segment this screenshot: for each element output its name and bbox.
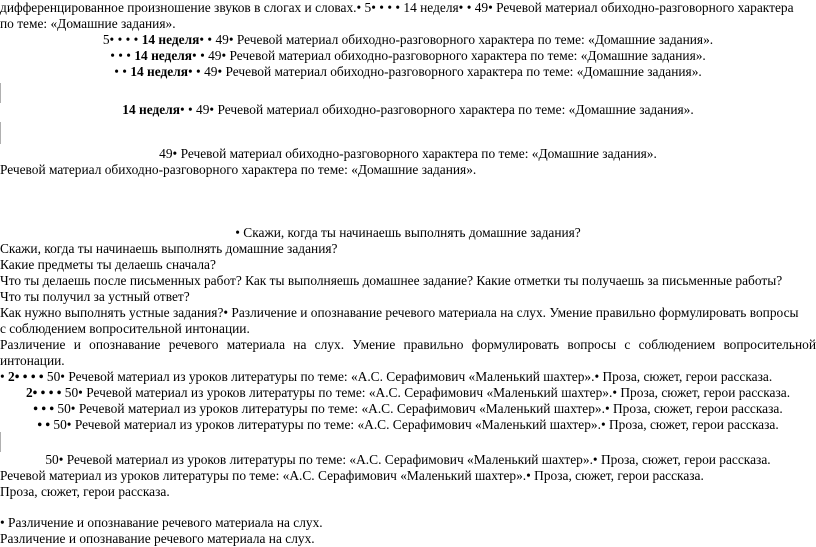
line-text: • • 49• Речевой материал обиходно-разговорного характера по теме: «Домашние задания».	[199, 32, 714, 47]
text-line-2: по теме: «Домашние задания».	[0, 16, 176, 31]
margin-bar	[0, 122, 1, 144]
text-line-21	[0, 417, 816, 433]
text-line-5	[0, 64, 816, 80]
text-line-11: Какие предметы ты делаешь сначала?	[0, 257, 216, 272]
bullet-run: • • •	[110, 48, 135, 63]
text-line-26: Различение и опознавание речевого материала на слух.	[0, 531, 315, 546]
text-line-23: Речевой материал из уроков литературы по теме: «А.С. Серафимович «Маленький шахтер».• Проза, сюжет, герои рассказа.	[0, 468, 704, 483]
line-text: 50• Речевой материал из уроков литературы по теме: «А.С. Серафимович «Маленький шахтер».• Проза, сюжет, герои рассказа.	[46, 369, 773, 384]
bullet-run-bold: • • •	[33, 401, 58, 416]
text-line-12: Что ты делаешь после письменных работ? Как ты выполняешь домашнее задание? Какие отметки ты получаешь за письменные работы?	[0, 273, 783, 288]
week-label: 14 неделя	[130, 64, 189, 79]
line-text: • • 49• Речевой материал обиходно-разговорного характера по теме: «Домашние задания».	[179, 102, 694, 117]
margin-bar	[0, 83, 1, 103]
bullet-run: 5• • • •	[102, 32, 142, 47]
text-line-18	[0, 369, 816, 385]
text-line-25: • Различение и опознавание речевого материала на слух.	[0, 515, 323, 530]
bullet-run: •	[0, 369, 9, 384]
text-line-3	[0, 32, 816, 48]
text-line-10: Скажи, когда ты начинаешь выполнять домашние задания?	[0, 241, 338, 256]
text-line-22: 50• Речевой материал из уроков литературы по теме: «А.С. Серафимович «Маленький шахтер».• Проза, сюжет, герои рассказа.	[45, 452, 771, 467]
text-line-14: Как нужно выполнять устные задания?• Различение и опознавание речевого материала на слух. Умение правильно формулировать вопросы	[0, 305, 799, 320]
week-label: 14 неделя	[134, 48, 193, 63]
line-text: 50• Речевой материал из уроков литературы по теме: «А.С. Серафимович «Маленький шахтер».• Проза, сюжет, герои рассказа.	[64, 385, 791, 400]
week-label: 14 неделя	[122, 102, 180, 117]
text-line-19	[0, 385, 816, 401]
bullet-run: • •	[114, 64, 131, 79]
text-line-17: интонации.	[0, 353, 65, 368]
week-label: 14 неделя	[141, 32, 200, 47]
text-line-6	[0, 102, 816, 118]
bullet-run-bold: • •	[37, 417, 54, 432]
line-text: 50• Речевой материал из уроков литературы по теме: «А.С. Серафимович «Маленький шахтер».• Проза, сюжет, герои рассказа.	[53, 417, 779, 432]
text-line-16: Различение и опознавание речевого материала на слух. Умение правильно формулировать вопросы с соблюдением вопросительной	[0, 337, 816, 352]
bullet-run-bold: 2• • • •	[25, 385, 65, 400]
text-line-15: с соблюдением вопросительной интонации.	[0, 321, 250, 336]
text-line-7: 49• Речевой материал обиходно-разговорного характера по теме: «Домашние задания».	[159, 146, 657, 161]
text-line-9: • Скажи, когда ты начинаешь выполнять домашние задания?	[235, 225, 581, 240]
margin-bar	[0, 432, 1, 452]
text-line-13: Что ты получил за устный ответ?	[0, 289, 190, 304]
line-text: • • 49• Речевой материал обиходно-разговорного характера по теме: «Домашние задания».	[188, 64, 702, 79]
text-line-24: Проза, сюжет, герои рассказа.	[0, 484, 170, 499]
line-text: 50• Речевой материал из уроков литературы по теме: «А.С. Серафимович «Маленький шахтер».• Проза, сюжет, герои рассказа.	[57, 401, 783, 416]
text-line-20	[0, 401, 816, 417]
text-line-1: дифференцированное произношение звуков в слогах и словах.• 5• • • • 14 неделя• • 49• Речевой материал обиходно-разговорного характера	[0, 0, 794, 15]
bullet-run-bold: 2• • • •	[8, 369, 47, 384]
text-line-8: Речевой материал обиходно-разговорного характера по теме: «Домашние задания».	[0, 162, 477, 177]
line-text: • • 49• Речевой материал обиходно-разговорного характера по теме: «Домашние задания».	[192, 48, 706, 63]
text-line-4	[0, 48, 816, 64]
